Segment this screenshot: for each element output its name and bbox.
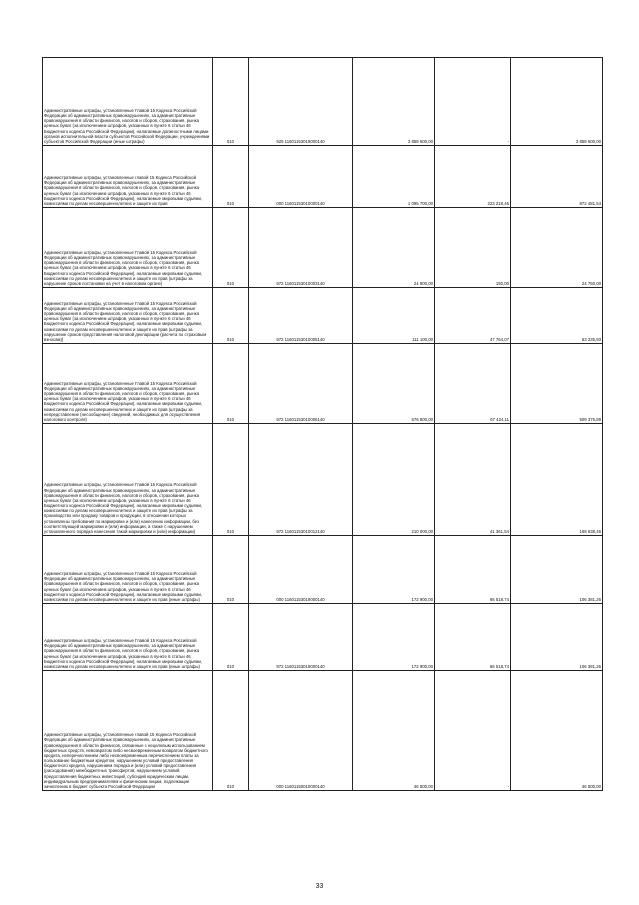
- budget-classification-code: 972 11601153010005140: [249, 288, 353, 344]
- line-code: 010: [213, 58, 249, 146]
- budget-execution-table: [42, 57, 603, 791]
- executed-amount: -: [435, 671, 511, 791]
- executed-amount: -: [435, 58, 511, 146]
- table-row: [43, 424, 603, 536]
- approved-amount: 111 100,00: [353, 288, 435, 344]
- table-body: [43, 58, 603, 791]
- executed-amount: 66 518,74: [435, 604, 511, 671]
- table-row: [43, 344, 603, 424]
- budget-classification-code: 000 11601150010000140: [249, 671, 353, 791]
- approved-amount: 210 000,00: [353, 424, 435, 536]
- unexecuted-amount: 3 858 600,00: [511, 58, 603, 146]
- table-row: [43, 604, 603, 671]
- executed-amount: 66 518,74: [435, 536, 511, 604]
- budget-classification-code: 972 11601153010012140: [249, 424, 353, 536]
- income-description: Административные штрафы, установленные Главой 15 Кодекса Российской Федерации об административных правонарушениях, за административные правонарушения в области финансов, налогов и сборов, страхования, рынка ценных бумаг (за исключением штрафов, указанных в пункте 6 статьи 46 Бюджетного кодекса Российской Федерации), налагаемые мировыми судьями, комиссиями по делам несовершеннолетних и защите их прав (штрафы за непредставление (несообщение) сведений, необходимых для осуществления налогового контроля): [43, 344, 213, 424]
- unexecuted-amount: 509 375,89: [511, 344, 603, 424]
- budget-classification-code: 972 11601153010003140: [249, 208, 353, 288]
- line-code: 010: [213, 604, 249, 671]
- executed-amount: 67 424,11: [435, 344, 511, 424]
- income-description: Административные штрафы, установленные Главой 15 Кодекса Российской Федерации об административных правонарушениях, за административные правонарушения в области финансов, налогов и сборов, страхования, рынка ценных бумаг (за исключением штрафов, указанных в пункте 6 статьи 46 Бюджетного кодекса Российской Федерации), налагаемые мировыми судьями, комиссиями по делам несовершеннолетних и защите их прав (штрафы за нарушение сроков постановки на учет в налоговом органе): [43, 208, 213, 288]
- income-description: Административные штрафы, установленные Главой 15 Кодекса Российской Федерации об административных правонарушениях, за административные правонарушения в области финансов, налогов и сборов, страхования, рынка ценных бумаг (за исключением штрафов, указанных в пункте 6 статьи 46 Бюджетного кодекса Российской Федерации), налагаемые мировыми судьями, комиссиями по делам несовершеннолетних и защите их прав (штрафы за нарушение сроков представления налоговой декларации (расчета по страховым взносам)): [43, 288, 213, 344]
- unexecuted-amount: 872 481,54: [511, 146, 603, 208]
- income-description: Административные штрафы, установленные главой 15 Кодекса Российской Федерации об административных правонарушениях, за административные правонарушения в области финансов, налогов и сборов, страхования, рынка ценных бумаг (за исключением штрафов, указанных в пункте 6 статьи 46 Бюджетного кодекса Российской Федерации), налагаемые мировыми судьями, комиссиями по делам несовершеннолетних и защите их прав: [43, 146, 213, 208]
- income-description: Административные штрафы, установленные Главой 15 Кодекса Российской Федерации об административных правонарушениях, за административные правонарушения в области финансов, налогов и сборов, страхования, рынка ценных бумаг (за исключением штрафов, указанных в пункте 6 статьи 46 Бюджетного кодекса Российской Федерации), налагаемые мировыми судьями, комиссиями по делам несовершеннолетних и защите их прав (штрафы за производство или продажу товаров и продукции, в отношении которых установлены требования по маркировке и (или) нанесению информации, без соответствующей маркировки и (или) информации, а также с нарушением установленного порядка нанесения такой маркировки и (или) информации): [43, 424, 213, 536]
- executed-amount: 150,00: [435, 208, 511, 288]
- approved-amount: 172 900,00: [353, 604, 435, 671]
- table-row: [43, 208, 603, 288]
- line-code: 010: [213, 208, 249, 288]
- table-row: [43, 288, 603, 344]
- approved-amount: 24 900,00: [353, 208, 435, 288]
- executed-amount: 41 361,54: [435, 424, 511, 536]
- approved-amount: 172 900,00: [353, 536, 435, 604]
- budget-classification-code: 972 11601153010006140: [249, 344, 353, 424]
- unexecuted-amount: 46 500,00: [511, 671, 603, 791]
- line-code: 010: [213, 424, 249, 536]
- income-description: Административные штрафы, установленные Главой 15 Кодекса Российской Федерации об административных правонарушениях, за административные правонарушения в области финансов, налогов и сборов, страхования, рынка ценных бумаг (за исключением штрафов, указанных в пункте 6 статьи 46 Бюджетного кодекса Российской Федерации), налагаемые должностными лицами органов исполнительной власти субъектов Российской Федерации, учреждениями субъектов Российской Федерации (иные штрафы): [43, 58, 213, 146]
- approved-amount: 576 800,00: [353, 344, 435, 424]
- line-code: 010: [213, 671, 249, 791]
- budget-classification-code: 972 11601153019000140: [249, 604, 353, 671]
- table-row: [43, 146, 603, 208]
- executed-amount: 223 218,46: [435, 146, 511, 208]
- unexecuted-amount: 106 381,26: [511, 604, 603, 671]
- income-description: Административные штрафы, установленные главой 15 Кодекса Российской Федерации об административных правонарушениях, за административные правонарушения в области финансов, связанные с нецелевым использованием бюджетных средств, невозвратом либо несвоевременным возвратом бюджетного кредита, неперечислением либо несвоевременным перечислением платы за пользование бюджетным кредитом, нарушением условий предоставления бюджетного кредита, нарушением порядка и (или) условий предоставления (расходования) межбюджетных трансфертов, нарушением условий предоставления бюджетных инвестиций, субсидий юридическим лицам, индивидуальным предпринимателям и физическим лицам, подлежащие зачислению в бюджет субъекта Российской Федерации: [43, 671, 213, 791]
- table-row: [43, 671, 603, 791]
- line-code: 010: [213, 344, 249, 424]
- budget-classification-code: 000 11601153010000140: [249, 146, 353, 208]
- line-code: 010: [213, 288, 249, 344]
- budget-classification-code: 000 11601153019000140: [249, 536, 353, 604]
- approved-amount: 1 095 700,00: [353, 146, 435, 208]
- unexecuted-amount: 168 638,46: [511, 424, 603, 536]
- approved-amount: 46 500,00: [353, 671, 435, 791]
- line-code: 010: [213, 536, 249, 604]
- line-code: 010: [213, 146, 249, 208]
- executed-amount: 47 764,07: [435, 288, 511, 344]
- budget-classification-code: 925 11601153019000140: [249, 58, 353, 146]
- approved-amount: 3 858 600,00: [353, 58, 435, 146]
- unexecuted-amount: 24 750,00: [511, 208, 603, 288]
- unexecuted-amount: 106 381,26: [511, 536, 603, 604]
- page-number: 33: [315, 883, 324, 890]
- table-row: [43, 58, 603, 146]
- table-row: [43, 536, 603, 604]
- income-description: Административные штрафы, установленные Главой 15 Кодекса Российской Федерации об административных правонарушениях, за административные правонарушения в области финансов, налогов и сборов, страхования, рынка ценных бумаг (за исключением штрафов, указанных в пункте 6 статьи 46 Бюджетного кодекса Российской Федерации), налагаемые мировыми судьями, комиссиями по делам несовершеннолетних и защите их прав (иные штрафы): [43, 604, 213, 671]
- income-description: Административные штрафы, установленные Главой 15 Кодекса Российской Федерации об административных правонарушениях, за административные правонарушения в области финансов, налогов и сборов, страхования, рынка ценных бумаг (за исключением штрафов, указанных в пункте 6 статьи 46 Бюджетного кодекса Российской Федерации), налагаемые мировыми судьями, комиссиями по делам несовершеннолетних и защите их прав (иные штрафы): [43, 536, 213, 604]
- unexecuted-amount: 63 335,93: [511, 288, 603, 344]
